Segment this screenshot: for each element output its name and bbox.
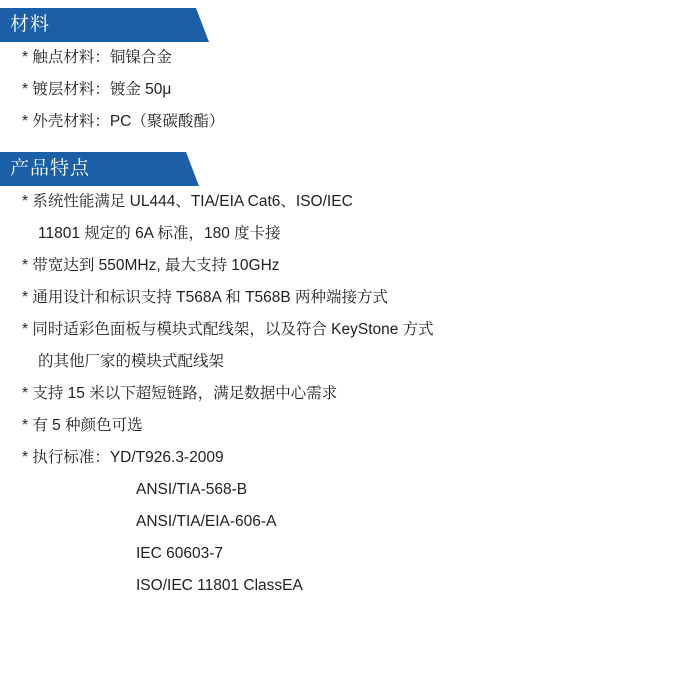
section-materials-title: 材料 xyxy=(10,14,51,35)
list-item: * 外壳材料：PC（聚碳酸酯） xyxy=(22,113,225,130)
list-item-continuation: 的其他厂家的模块式配线架 xyxy=(38,353,225,370)
section-materials-banner xyxy=(0,8,196,42)
section-features-header xyxy=(0,152,686,186)
top-spacer xyxy=(0,0,686,8)
section-materials-body xyxy=(0,42,686,138)
list-item: * 通用设计和标识支持 T568A 和 T568B 两种端接方式 xyxy=(22,289,389,306)
list-item: * 镀层材料：镀金 50μ xyxy=(22,81,172,98)
list-item: * 执行标准：YD/T926.3-2009 xyxy=(22,449,224,466)
section-features-body xyxy=(0,186,686,602)
section-spacer xyxy=(0,138,686,152)
section-materials-header xyxy=(0,8,686,42)
list-item: * 同时适彩色面板与模块式配线架，以及符合 KeyStone 方式 xyxy=(22,321,434,338)
section-features-title: 产品特点 xyxy=(10,158,91,179)
list-item: * 触点材料：铜镍合金 xyxy=(22,49,172,66)
standard-item: ANSI/TIA-568-B xyxy=(136,481,248,498)
section-features xyxy=(0,152,686,602)
section-features-banner xyxy=(0,152,186,186)
list-item-continuation: 11801 规定的 6A 标准，180 度卡接 xyxy=(38,225,281,242)
list-item: * 有 5 种颜色可选 xyxy=(22,417,143,434)
list-item: * 系统性能满足 UL444、TIA/EIA Cat6、ISO/IEC xyxy=(22,193,353,210)
list-item: * 带宽达到 550MHz, 最大支持 10GHz xyxy=(22,257,280,274)
list-item: * 支持 15 米以下超短链路，满足数据中心需求 xyxy=(22,385,338,402)
section-materials xyxy=(0,8,686,138)
standard-item: ANSI/TIA/EIA-606-A xyxy=(136,513,277,530)
standard-item: ISO/IEC 11801 ClassEA xyxy=(136,577,303,594)
standard-item: IEC 60603-7 xyxy=(136,545,224,562)
